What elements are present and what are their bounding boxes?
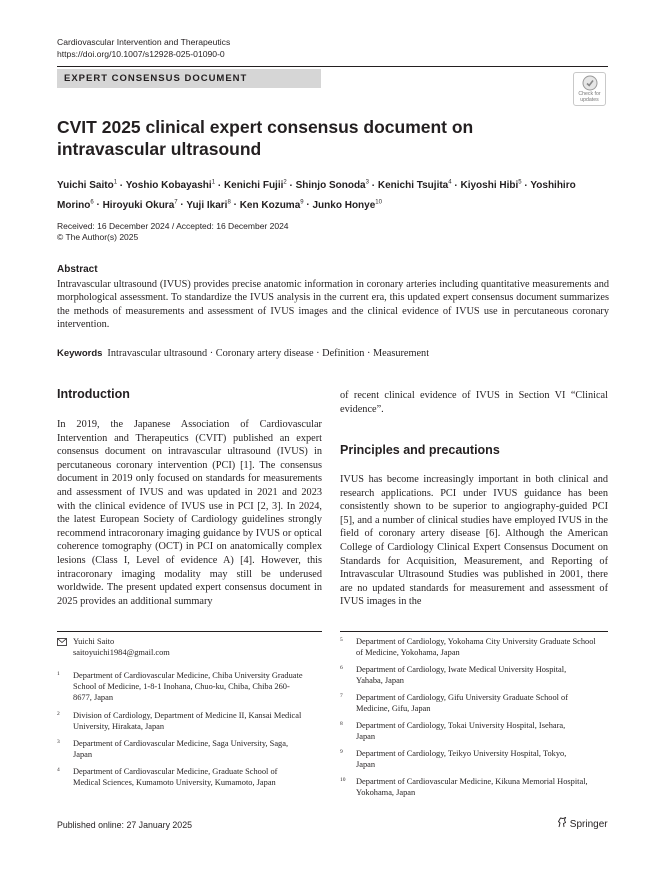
affiliations-right: 5 Department of Cardiology, Yokohama City University Graduate School of Medicine, Yokohama, Japan 6 Department of Cardiology, Iwate Medical University Hospital, Yahaba, Japan 7 Department of Cardiology, Gifu University Graduate School of Medicine, Gifu, Japan 8 Department of Cardiology, Tokai University Hospital, Isehara, Japan 9 Department of Cardiology, Teikyo University Hospital, Tokyo, Japan 10 Department of Cardiovascular Medicine, Kikuna Memorial Hospital, Yokohama, Japan	[340, 637, 596, 797]
author-affiliation-number: 8	[227, 199, 231, 206]
received-accepted: Received: 16 December 2024 / Accepted: 16 December 2024	[57, 221, 289, 231]
author-name: Yuichi Saito	[57, 180, 114, 192]
publisher-name: Springer	[569, 819, 608, 830]
intro-heading: Introduction	[57, 387, 130, 401]
author-name: Yoshihiro Morino	[57, 180, 576, 211]
publisher-logo	[557, 817, 608, 830]
author[interactable]	[126, 180, 215, 191]
keywords-label: Keywords	[57, 348, 103, 359]
author-separator: ·	[117, 180, 126, 192]
abstract-text: Intravascular ultrasound (IVUS) provides precise anatomic information in coronary arteries including quantitative measurements and morphological assessment. To standardize the IVUS analysis in the current era, this updated expert consensus document summarizes the methods of measurements and assessment of IVUS images and the clinical evidence of IVUS use in percutaneous coronary intervention.	[57, 279, 609, 331]
intro-paragraph: In 2019, the Japanese Association of Cardiovascular Intervention and Therapeutics (CVIT) published an expert consensus document on intravascular ultrasound (IVUS) in percutaneous coronary intervention (PCI) [1]. The consensus document in 2019 only focused on standards for measurements and assessment of IVUS and was updated in 2021 and 2023 with the clinical evidence of IVUS use in PCI [2, 3]. In 2024, the latest European Society of Cardiology guidelines strongly recommend intracoronary imaging guidance by IVUS or optical coherence tomography (OCT) in PCI on anatomically complex lesions (Class I, Level of evidence A) [4]. However, this intracoronary imaging modality may still be underused worldwide. The present updated expert consensus document in 2025 provides an additional summary	[57, 419, 322, 607]
affiliations-left: 1 Department of Cardiovascular Medicine, Chiba University Graduate School of Medicine, 1-8-1 Inohana, Chuo-ku, Chiba, Chiba 260-8677, Japan 2 Division of Cardiology, Department of Medicine II, Kansai Medical University, Hirakata, Japan 3 Department of Cardiovascular Medicine, Saga University, Saga, Japan 4 Department of Cardiovascular Medicine, Graduate School of Medical Sciences, Kumamoto University, Kumamoto, Japan	[57, 671, 303, 787]
article-dates	[57, 221, 289, 243]
check-for-updates-badge[interactable]	[573, 72, 606, 106]
author-separator: ·	[451, 180, 461, 192]
author-separator: ·	[521, 180, 531, 192]
springer-horse-icon	[557, 817, 567, 828]
author-affiliation-number: 7	[174, 199, 178, 206]
author[interactable]	[313, 200, 382, 211]
author[interactable]	[57, 180, 117, 191]
badge-line2: updates	[580, 97, 599, 103]
author-affiliation-number: 3	[365, 180, 369, 186]
author-separator: ·	[93, 199, 103, 211]
author-list	[57, 175, 577, 214]
author-name: Kenichi Tsujita	[377, 180, 449, 192]
author[interactable]	[186, 200, 230, 211]
corresponding-author	[57, 636, 322, 658]
author[interactable]	[240, 200, 304, 211]
author-separator: ·	[368, 180, 378, 192]
principles-heading: Principles and precautions	[340, 443, 500, 457]
author-affiliation-number: 2	[283, 180, 287, 186]
keywords-list: Intravascular ultrasound · Coronary artery disease · Definition · Measurement	[107, 348, 430, 359]
author[interactable]	[378, 180, 452, 191]
envelope-icon	[57, 638, 67, 646]
author-name: Yuji Ikari	[186, 199, 228, 211]
author-separator: ·	[177, 199, 187, 211]
author[interactable]	[296, 180, 369, 191]
published-online: Published online: 27 January 2025	[57, 820, 192, 830]
doi-link[interactable]: https://doi.org/10.1007/s12928-025-01090-0	[57, 49, 225, 59]
author-separator: ·	[230, 199, 240, 211]
author-affiliation-number: 9	[300, 199, 304, 206]
author-affiliation-number: 1	[211, 180, 216, 186]
header-rule	[57, 66, 608, 67]
abstract-heading: Abstract	[57, 264, 98, 275]
footnote-rule-left	[57, 631, 322, 632]
author-separator: ·	[303, 199, 313, 211]
check-updates-icon	[582, 75, 598, 91]
author-affiliation-number: 4	[448, 180, 452, 186]
journal-name: Cardiovascular Intervention and Therapeutics	[57, 37, 231, 47]
corresponding-name: Yuichi Saito	[73, 637, 115, 646]
corresponding-email[interactable]: saitoyuichi1984@gmail.com	[73, 648, 170, 657]
author[interactable]	[103, 200, 178, 211]
author[interactable]	[224, 180, 287, 191]
author-name: Kenichi Fujii	[223, 180, 284, 192]
footnote-rule-right	[340, 631, 608, 632]
author-name: Junko Honye	[312, 199, 376, 211]
article-title: CVIT 2025 clinical expert consensus document on intravascular ultrasound	[57, 117, 474, 159]
author-name: Ken Kozuma	[239, 199, 301, 211]
author[interactable]	[460, 180, 521, 191]
copyright: © The Author(s) 2025	[57, 232, 139, 242]
principles-paragraph: IVUS has become increasingly important in both clinical and research applications. PCI under IVUS guidance has been consistently shown to be superior to angiography-guided PCI [5], and a number of clinical studies have employed IVUS in the field of coronary artery disease [6]. Although the American College of Cardiology Clinical Expert Consensus Document on Standards for Acquisition, Measurement, and Reporting of Intravascular Ultrasound Studies was published in 2001, there are no updated standards for measurement and assessment of IVUS images in the	[340, 474, 608, 608]
author-affiliation-number: 6	[90, 199, 94, 206]
keywords	[57, 347, 609, 360]
author-name: Shinjo Sonoda	[295, 180, 366, 192]
badge-line1: Check for	[578, 91, 601, 97]
article-type-banner: EXPERT CONSENSUS DOCUMENT	[57, 69, 321, 88]
author-name: Hiroyuki Okura	[102, 199, 175, 211]
author-name: Yoshio Kobayashi	[125, 180, 212, 192]
author-separator: ·	[215, 180, 224, 192]
author-affiliation-number: 5	[518, 180, 522, 186]
journal-header	[57, 36, 230, 60]
author-affiliation-number: 1	[113, 180, 118, 186]
intro-paragraph-continued: of recent clinical evidence of IVUS in Section VI “Clinical evidence”.	[340, 390, 608, 415]
author-separator: ·	[286, 180, 296, 192]
author-name: Kiyoshi Hibi	[460, 180, 519, 192]
author-affiliation-number: 10	[375, 199, 382, 206]
